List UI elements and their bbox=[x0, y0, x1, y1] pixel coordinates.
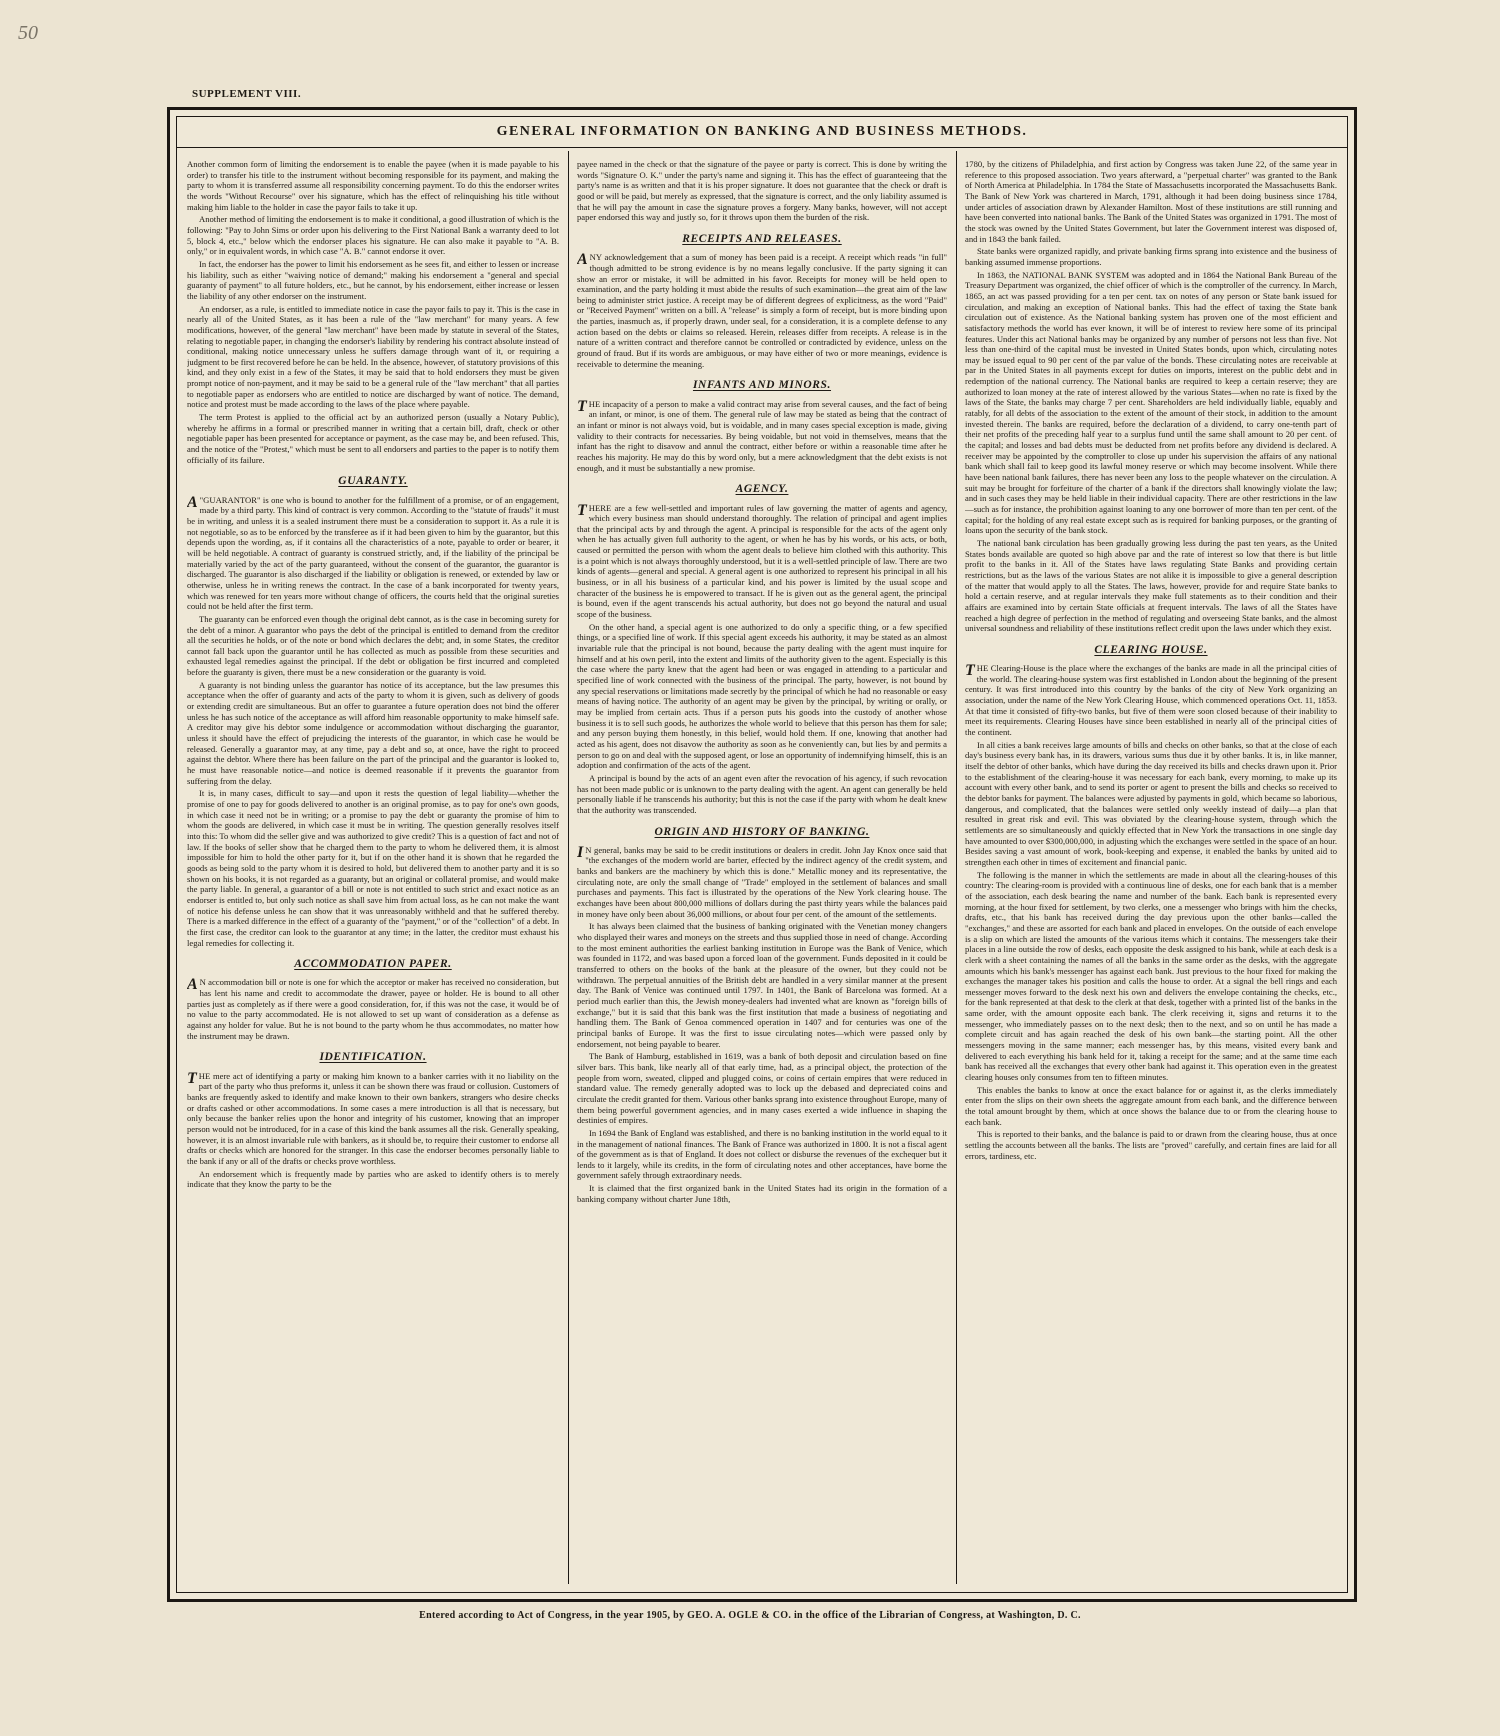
paragraph: Another method of limiting the endorsement is to make it conditional, a good illustration of which is the following: "Pay to John Sims or order upon his delivering to the First National Bank a warranty deed to lot 5, block 4, etc.," below which the endorser places his signature. He can also make it payable to "A. B. only," or in equivalent words, in which case "A. B." cannot endorse it over. bbox=[187, 214, 559, 257]
paragraph: A principal is bound by the acts of an agent even after the revocation of his agency, if such revocation has not been made public or is unknown to the party dealing with the agent. An agent can generally be held personally liable if he transcends his authority; but this is not the case if the party with whom he dealt knew that the authority was transcended. bbox=[577, 772, 947, 815]
paragraph: This is reported to their banks, and the balance is paid to or drawn from the clearing house, thus at once settling the accounts between all the banks. The lists are "proved" carefully, and certain fines are laid for all errors, tardiness, etc. bbox=[965, 1129, 1337, 1161]
drop-cap: I bbox=[577, 843, 584, 861]
paragraph: It is, in many cases, difficult to say—and upon it rests the question of legal liability—whether the promise of one to pay for goods delivered to another is an original promise, as to pay for one's own goods, in which case it need not be in writing; or a promise to pay the debt or guaranty the promise of him to whom the goods are delivered, in which case it must be in writing. The question generally resolves itself into this: To whom did the seller give and was authorized to give credit? This is a question of fact and not of law. If the books of seller show that he charged them to the party to whom he delivered them, it is almost impossible for him to hold the other party for it, but if on the other hand it is shown that he regarded the goods as being sold to the party whom it is desired to hold, but delivered them to another party and it is so shown on his books, it is not regarded as a guaranty, but an original or collateral promise, and would make the party liable. In general, a guarantor of a bill or note is not entitled to such strict and exact notice as an endorser is entitled to, but only such notice as shall save him from actual loss, as he can not make the want of notice his defense unless he can show that it was unreasonably withheld and that he suffered thereby. There is a marked difference in the effect of a guaranty of the "payment," or of the "collection" of a debt. In the first case, the creditor can look to the guarantor at any time; in the latter, the creditor must exhaust his legal remedies for collecting it. bbox=[187, 788, 559, 948]
drop-cap: T bbox=[577, 397, 587, 415]
paragraph: THE incapacity of a person to make a valid contract may arise from several causes, and the fact of being an infant, or minor, is one of them. The general rule of law may be stated as being that the contract of an infant or minor is not always void, but is voidable, and in many cases special exception is made, giving validity to their contracts for necessaries. By being voidable, but not void in themselves, means that the infant has the right to disavow and annul the contract, either before or within a reasonable time after he reaches his majority. He may do this by word only, but a mere acknowledgment that the debt exists is not enough, and it must be substantially a new promise. bbox=[577, 397, 947, 473]
column-right bbox=[965, 159, 1337, 1578]
paragraph: On the other hand, a special agent is one authorized to do only a specific thing, or a few specified things, or a specified line of work. If this special agent exceeds his authority, it may be stated as an almost invariable rule that the principal is not bound, because the party dealing with the agent must inquire for himself and at his own peril, into the extent and limits of the authority given to the agent. Especially is this the case where the party knew that the agent had been or was engaged in attending to a particular and specified line of work connected with the business of the principal. The party, however, is not bound by any special reservations or limitations made secretly by the principal of which he had no reasonable or easy means of having notice. The authority of an agent may be given by the principal, by writing or orally, or may be implied from certain acts. Thus if a person puts his goods into the custody of another whose business it is to sell such goods, he authorizes the whole world to believe that this person has them for sale; and any person buying them honestly, in this belief, would hold them. If one, knowing that another had acted as his agent, does not disavow the authority as soon as he conveniently can, but lies by and permits a person to go on and deal with the supposed agent, or lose an opportunity of indemnifying himself, this is an adoption and confirmation of the acts of the agent. bbox=[577, 621, 947, 771]
paragraph: THE mere act of identifying a party or making him known to a banker carries with it no liability on the part of the party who thus preforms it, unless it can be shown there was fraud or collusion. Customers of banks are frequently asked to identify and make known to their own bankers, strangers who desire checks or drafts cashed or other accommodations. In some cases a mere introduction is all that is necessary, but only because the banker relies upon the honor and integrity of his customer, knowing that an improper person would not be introduced, for in a case of this kind the bank assumes all the risk. Generally speaking, however, it is an almost invariable rule with bankers, as it should be, to require their customer to endorse all drafts or checks which are honored for the stranger. In this case the endorser becomes personally liable to the bank if any or all of the drafts or checks prove worthless. bbox=[187, 1069, 559, 1166]
paragraph: State banks were organized rapidly, and private banking firms sprang into existence and the business of banking assumed immense proportions. bbox=[965, 246, 1337, 267]
paragraph: This enables the banks to know at once the exact balance for or against it, as the clerks immediately enter from the slips on their own sheets the aggregate amount from each bank, and the difference between the total amount brought by them, which at once shows the balance due to or from the clearing house to each bank. bbox=[965, 1084, 1337, 1127]
paragraph: A N accommodation bill or note is one for which the acceptor or maker has received no consideration, but has lent his name and credit to accommodate the drawer, payee or holder. He is bound to all other parties just as completely as if there were a good consideration, for, if this was not the case, it would be of no value to the party accommodated. He is not allowed to set up want of consideration as a defense as against any holder for value. But he is not bound to the party whom he thus accommodates, no matter how the instrument may be drawn. bbox=[187, 976, 559, 1041]
paragraph: Another common form of limiting the endorsement is to enable the payee (when it is made payable to his order) to transfer his title to the instrument without becoming responsible for its payment, and making the party to whom it is transferred assume all responsibility concerning payment. To do this the endorser writes the words "Without Recourse" over his signature, which has the effect of relinquishing his title without making him liable to the holder in case the payor fails to take it up. bbox=[187, 159, 559, 212]
inner-frame bbox=[176, 116, 1348, 1593]
paragraph: ANY acknowledgement that a sum of money has been paid is a receipt. A receipt which reads "in full" though admitted to be strong evidence is by no means legally conclusive. If the party signing it can show an error or mistake, it will be admitted in his favor. Receipts for money will be held open to examination, and the party holding it must abide the results of such examination—the great aim of the law being to administer strict justice. A receipt may be of different degrees of explicitness, as the word "Paid" or "Received Payment" written on a bill. A "release" is simply a form of receipt, but is more binding upon the parties, inasmuch as, if properly drawn, under seal, for a consideration, it is a complete defense to any action based on the debts or claims so released. Herein, releases differ from receipts. A release is in the nature of a written contract and therefore cannot be controlled or contradicted by evidence, unless on the ground of fraud. But if its words are ambiguous, or may have either of two or more meanings, evidence is receivable to determine the meaning. bbox=[577, 251, 947, 369]
paragraph: In all cities a bank receives large amounts of bills and checks on other banks, so that at the close of each day's business every bank has, in its drawers, various sums thus due it by other banks. It is, in like manner, itself the debtor of other banks, which have during the day received its bills and checks drawn upon it. Prior to the establishment of the clearing-house it was necessary for each bank, every morning, to make up its account with every other bank, and to send its porter or agent to present the bills and checks so received to the debtor banks for payment. The balances were adjusted by payments in gold, which became so laborious, dangerous, and complicated, that the balances were settled only weekly instead of daily—a plan that resulted in great risk and evil. This was obviated by the clearing-house system, through which the settlements are so simultaneously and quickly effected that in New York the transactions in one single day have amounted to over $300,000,000, in adjusting which the exchanges were settled in the space of an hour. Besides saving a vast amount of work, book-keeping and expense, it enabled the banks by united aid to strengthen each other in times of excitement and financial panic. bbox=[965, 739, 1337, 867]
paragraph: The following is the manner in which the settlements are made in about all the clearing-houses of this country: The clearing-room is provided with a continuous line of desks, one for each bank that is a member of the association, each desk bearing the name and number of the bank. Each bank is represented every morning, at the hour fixed for settlement, by two clerks, one a messenger who brings with him the checks, drafts, etc., that his bank has received during the day previous upon the other banks—called the "exchanges," and these are assorted for each bank and placed in envelopes. On the outside of each envelope is a slip on which are listed the amounts of the various items which it contains. The messengers take their places in a line outside the row of desks, each opposite the desk assigned to his bank, while at each desk is a clerk with a sheet containing the names of all the banks in the same order as the desks, with the aggregate amounts which his bank's messenger has against each bank. Just previous to the hour fixed for making the exchanges the manager takes his position and calls the house to order. At a signal the bell rings and each messenger moves forward to the desk next his own and delivers the envelope containing the checks, etc., for the bank represented at that desk to the clerk at that desk, together with a printed list of the banks in the same order, with the amount opposite each bank. The clerk receiving it, signs and returns it to the messenger, who immediately passes on to the next desk; then to the next, and so on until he has made a complete circuit and has again reached the desk of his own bank—the starting point. All the other messengers moving in the same manner; each messenger has, by this means, visited every bank and delivered to each everything his bank held for it, taking a receipt for the same; and at the same time each bank has received all the exchanges that every other bank had against it. This operation even in the greatest clearing houses only consumes from ten to fifteen minutes. bbox=[965, 869, 1337, 1083]
paragraph: A guaranty is not binding unless the guarantor has notice of its acceptance, but the law presumes this acceptance when the offer of guaranty and acts of the party to whom it is given, such as delivery of goods or extending credit are simultaneous. But an offer to guarantee a future operation does not bind the offerer unless he has such notice of the acceptance as will afford him reasonable opportunity to make himself safe. A creditor may give his debtor some indulgence or accommodation without discharging the guarantor, unless it should have the effect of prejudicing the interests of the guarantor, in which case he would be released. Generally a guarantor may, at any time, pay a debt and so, at once, have the right to proceed against the debtor. Where there has been failure on the part of the principal and the guarantor is looked to, he must have reasonable notice—and notice is deemed reasonable if it prevents the guarantor from suffering from the delay. bbox=[187, 679, 559, 786]
drop-cap: A bbox=[577, 251, 588, 269]
column-left bbox=[187, 159, 559, 1578]
paragraph: It is claimed that the first organized bank in the United States had its origin in the formation of a banking company without charter June 18th, bbox=[577, 1183, 947, 1204]
drop-cap: T bbox=[965, 662, 975, 680]
section-heading-guaranty: GUARANTY. bbox=[338, 475, 408, 488]
paragraph: THE Clearing-House is the place where the exchanges of the banks are made in all the principal cities of the world. The clearing-house system was first established in London about the beginning of the present century. It was first introduced into this country by the banks of the city of New York organizing an association, under the name of the New York Clearing House, which commenced operations Oct. 11, 1853. At that time it consisted of fifty-two banks, but five of them were soon closed because of their inability to meet its requirements. Clearing Houses have since been established in nearly all of the principal cities of the continent. bbox=[965, 662, 1337, 738]
paragraph: The national bank circulation has been gradually growing less during the past ten years, as the United States bonds available are quoted so high above par and the rate of interest so low that there is but little profit to the banks in it. All of the States have laws regulating State Banks and providing certain restrictions, but as the laws of the various States are not alike it is impossible to give a general description of the matter that would apply to all the States. The laws, however, provide for and require State banks to hold a certain reserve, and at regular intervals they make full statements as to their condition and their affairs are examined into by certain State officials at frequent intervals. The laws of all the States have reached a high degree of perfection in the method of regulating and overseeing State banks, and the almost universal soundness and reliability of these institutions reflect credit upon the laws under which they exist. bbox=[965, 537, 1337, 634]
drop-cap: A bbox=[187, 976, 198, 994]
section-heading-identification: IDENTIFICATION. bbox=[319, 1051, 427, 1064]
section-heading-accommodation: ACCOMMODATION PAPER. bbox=[294, 958, 452, 971]
section-heading-infants: INFANTS AND MINORS. bbox=[692, 379, 832, 392]
paragraph: In 1694 the Bank of England was established, and there is no banking institution in the world equal to it in the management of national finances. The Bank of France was authorized in 1800. It is not a fiscal agent of the government as is that of England. It does not collect or disburse the revenues of the exchequer but it lends to it largely, while its credits, in the form of circulating notes and other acceptances, have borne the government safely through extraordinary needs. bbox=[577, 1127, 947, 1181]
drop-cap: T bbox=[577, 501, 587, 519]
paragraph: payee named in the check or that the signature of the payee or party is correct. This is done by writing the words "Signature O. K." under the party's name and signing it. This has the effect of guaranteeing that the party's name is as written and that it is his proper signature. It does not guarantee that the check or draft is good or will be paid, but merely as expressed, that the signature is correct, and the only liability assumed is that he will pay the amount in case the signature proves a forgery. Many banks, however, will not accept paper endorsed this way and justly so, for it throws upon them the burden of the risk. bbox=[577, 159, 947, 223]
paragraph: It has always been claimed that the business of banking originated with the Venetian money changers who displayed their wares and moneys on the streets and thus supplied those in need of change. According to the most eminent authorities the earliest banking institution in Europe was the Bank of Venice, which was founded in 1172, and was based upon a forced loan of the government. Funds deposited in it could be transferred to others on the books of the bank at the pleasure of the owner, but they could not be withdrawn. The perpetual annuities of the British debt are handled in a very similar manner at the present day. The Bank of Venice was continued until 1797. In 1401, the Bank of Barcelona was formed. At a period much earlier than this, the Jewish money-dealers had invented what are known as "foreign bills of exchange," but it is said that this bank was the first institution that made a business of negotiating and handling them. The Bank of Genoa commenced operation in 1407 and for centuries was one of the principal banks of Europe. It was the first to issue circulating notes—which were passed only by endorsement, not being payable to bearer. bbox=[577, 921, 947, 1049]
margin-pencil-note: 50 bbox=[18, 22, 38, 44]
section-heading-origin: ORIGIN AND HISTORY OF BANKING. bbox=[654, 825, 870, 838]
section-heading-receipts: RECEIPTS AND RELEASES. bbox=[682, 232, 842, 245]
column-divider bbox=[568, 151, 569, 1584]
paragraph: The term Protest is applied to the official act by an authorized person (usually a Notary Public), whereby he affirms in a formal or prescribed manner in writing that a certain bill, draft, check or other negotiable paper has been presented for acceptance or payment, as the case may be, and been refused. This, and the notice of the "Protest," which must be sent to all endorsers and parties to the paper is to notify them officially of its failure. bbox=[187, 412, 559, 465]
paragraph: The guaranty can be enforced even though the original debt cannot, as is the case in becoming surety for the debt of a minor. A guarantor who pays the debt of the principal is entitled to demand from the creditor all the securities he holds, or of the note or bond which declares the debt; and, in some States, the creditor cannot fall back upon the guarantor until he has collected as much as possible from these securities and exhausted legal remedies against the principal. If the debt or obligation be first incurred and completed before the guaranty is given, there must be a new consideration or the guaranty is void. bbox=[187, 613, 559, 678]
copyright-footer: Entered according to Act of Congress, in the year 1905, by GEO. A. OGLE & CO. in the office of the Librarian of Congress, at Washington, D. C. bbox=[419, 1610, 1081, 1621]
paragraph: An endorser, as a rule, is entitled to immediate notice in case the payor fails to pay it. This is the case in nearly all of the United States, as it has been a rule of the "law merchant" for many years. A few modifications, however, of the general "law merchant" have been made by statute in several of the States, relating to negotiable paper, in changing the endorser's liability by rendering his contract absolute instead of conditional, making notice unnecessary unless he suffers damage through want of it, or requiring a judgment to be first recovered before he can be held. In the absence, however, of statutory provisions of this kind, and they only exist in a few of the States, it may be said that to hold endorsers they must be given prompt notice of non-payment, and it may be said to be a general rule of the "law merchant" that all parties to negotiable paper as endorsers who are entitled to notice are discharged by want of notice. The demand, notice and protest must be made according to the laws of the place where payable. bbox=[187, 303, 559, 410]
section-heading-clearing-house: CLEARING HOUSE. bbox=[1094, 643, 1208, 656]
drop-cap: A bbox=[187, 493, 198, 511]
paragraph: 1780, by the citizens of Philadelphia, and first action by Congress was taken June 22, of the same year in reference to this proposed association. Two years afterward, a "perpetual charter" was granted to the Bank of North America at Philadelphia. In 1784 the State of Massachusetts incorporated the Massachusetts Bank. The Bank of New York was chartered in March, 1791, although it had been doing business since 1784, under articles of association drawn by Alexander Hamilton. Most of these institutions are still running and have been converted into national banks. The Bank of the United States was organized in 1791. The most of the stock was owned by the United States Government, but later the Government interest was disposed of, and in 1843 the bank failed. bbox=[965, 159, 1337, 244]
paragraph: In 1863, the NATIONAL BANK SYSTEM was adopted and in 1864 the National Bank Bureau of the Treasury Department was organized, the chief officer of which is the comptroller of the currency. In March, 1865, an act was passed providing for a ten per cent. tax on notes of any person or State bank issued for circulation, and making an exception of National banks. This had the effect of taxing the State bank circulation out of existence. As the National banking system has proven one of the most efficient and satisfactory methods the world has ever known, it will be of interest to review here some of its principal features. Under this act National banks may be organized by any number of persons not less than five. Not less than one-third of the capital must be invested in United States bonds, upon which, circulating notes may be issued equal to 90 per cent of the par value of the bonds. These circulating notes are receivable at par in the United States in all payments except for duties on imports, interest on the public debt and in redemption of the national currency. The National banks are required to keep a certain reserve; they are authorized to loan money at the rate of interest allowed by the various States—when no rate is fixed by the laws of the State, the banks may charge 7 per cent. Shareholders are held individually liable, equably and ratably, for all debts of the association to the extent of the amount of their stock, in addition to the amount invested therein. The banks are required, before the declaration of a dividend, to carry one-tenth part of their net profits of the preceding half year to a surplus fund until the same shall amount to 20 per cent. of the capital; and losses and bad debts must be deducted from net profits before any dividend is declared. A receiver may be appointed by the comptroller to close up under his supervision the affairs of any national bank which shall fail to keep good its lawful money reserve or which may become insolvent. While there have been national bank failures, there has never been any loss to the people whatever on the circulation. A suit may be brought for forfeiture of the charter of a bank if the directors shall knowingly violate the law; and in such cases they may be held liable in their individual capacity. There are other restrictions in the law—such as for instance, the prohibition against loaning to any one borrower of more than ten per cent. of the capital; for the holding of any real estate except such as is required for banking purposes, or the granting of loans upon the security of the bank stock. bbox=[965, 269, 1337, 536]
column-divider bbox=[956, 151, 957, 1584]
page-frame bbox=[167, 107, 1357, 1602]
paragraph: The Bank of Hamburg, established in 1619, was a bank of both deposit and circulation based on fine silver bars. This bank, like nearly all of that early time, had, as a principal object, the protection of the people from worn, sweated, clipped and plugged coins, or coins of certain empires that were reduced in standard value. The remedy generally adopted was to lock up the debased and depreciated coins and circulate the credit granted for them. Various other banks sprang into existence throughout Europe, many of them being powerful government agencies, and in many cases exerted a wide influence in shaping the destinies of empires. bbox=[577, 1051, 947, 1126]
column-middle bbox=[577, 159, 947, 1578]
section-heading-agency: AGENCY. bbox=[735, 483, 789, 496]
supplement-label: SUPPLEMENT VIII. bbox=[192, 88, 302, 100]
paragraph: An endorsement which is frequently made by parties who are asked to identify others is to merely indicate that they know the party to be the bbox=[187, 1168, 559, 1190]
paragraph: A "GUARANTOR" is one who is bound to another for the fulfillment of a promise, or of an engagement, made by a third party. This kind of contract is very common. According to the "statute of frauds" it must be in writing, and unless it is a sealed instrument there must be a consideration to support it. As a rule it is not negotiable, so as to be enforced by the transferee as if it had been given to him by the guarantor, but this depends upon the wording, as, if it contains all the characteristics of a note, payable to order or bearer, it will be held negotiable. A contract of guaranty is construed strictly, and, if the liability of the principal be materially varied by the act of the party guaranteed, without the consent of the guarantor, the guarantor is discharged. The guarantor is also discharged if the liability or obligation is renewed, or extended by law or otherwise, unless he in writing renews the contract. In the case of a bank incorporated for twenty years, which was renewed for ten years more without change of officers, the courts held that the original sureties could not be held after the first term. bbox=[187, 493, 559, 612]
paragraph: In fact, the endorser has the power to limit his endorsement as he sees fit, and either to lessen or increase his liability, such as either "waiving notice of demand;" making his endorsement a "general and special guaranty of payment" to all future holders, etc., but he cannot, by his endorsement, either increase or lessen the liability of any other endorser on the instrument. bbox=[187, 258, 559, 301]
paragraph: THERE are a few well-settled and important rules of law governing the matter of agents and agency, which every business man should understand thoroughly. The relation of principal and agent implies that the principal acts by and through the agent. A principal is responsible for the acts of the agent only when he has actually given full authority to the agent, or when he has by his words, or his acts, or both, caused or permitted the person with whom the agent deals to believe him clothed with this authority. This is a point which is not always thoroughly understood, but it is a well-settled principle of law. There are two kinds of agents—general and special. A general agent is one authorized to represent his principal in all his business, or in all his business of a particular kind, and his power is limited by the usual scope and character of the business he is empowered to transact. If he is given out as the general agent, the principal is bound, even if the agent transcends his actual authority, but does not go beyond the natural and usual scope of the business. bbox=[577, 501, 947, 620]
drop-cap: T bbox=[187, 1069, 197, 1087]
page-title: GENERAL INFORMATION ON BANKING AND BUSINESS METHODS. bbox=[177, 117, 1347, 148]
paragraph: I N general, banks may be said to be credit institutions or dealers in credit. John Jay Knox once said that "the exchanges of the modern world are barter, effected by the indirect agency of the credit system, and banks and bankers are the machinery by which this is done." Metallic money and its representative, the circulating note, are only the small change of "Trade" employed in the settlement of balances and small purchases and payments. This fact is illustrated by the operations of the New York clearing house. The exchanges have been about 800,000 millions of dollars during the past thirty years while the balances paid in money have only been about 36,000 millions, or about four per cent. of the amount of the settlements. bbox=[577, 843, 947, 919]
